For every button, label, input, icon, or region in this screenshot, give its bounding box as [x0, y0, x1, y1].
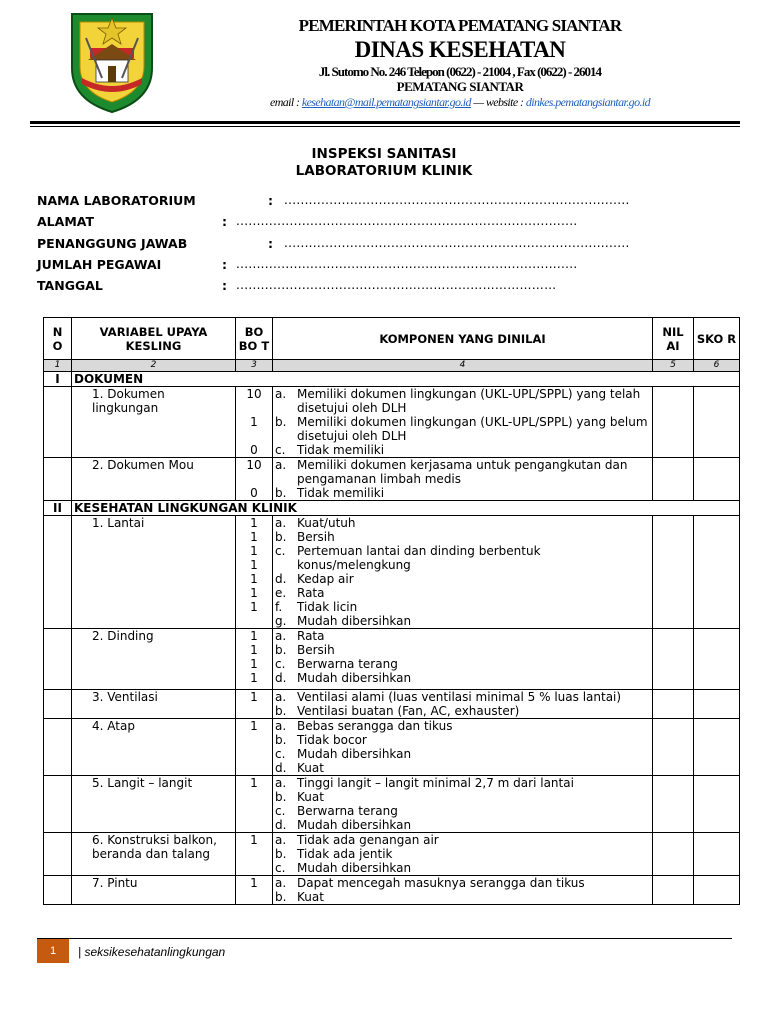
row-number-cell — [44, 690, 72, 719]
score-input-cell[interactable] — [694, 719, 740, 776]
contact-line — [180, 95, 740, 110]
component-cell — [273, 690, 653, 719]
page-number-badge: 1 — [37, 939, 69, 963]
table-row — [44, 776, 740, 833]
city-emblem-logo — [66, 8, 158, 116]
component-text: Tidak licin — [297, 600, 358, 614]
component-text: Mudah dibersihkan — [297, 614, 412, 628]
component-item — [275, 600, 650, 614]
component-text: Mudah dibersihkan — [297, 747, 412, 761]
component-text: Tidak memiliki — [297, 486, 385, 500]
component-item — [275, 804, 650, 818]
component-cell — [273, 629, 653, 690]
component-item — [275, 733, 650, 747]
component-marker: a. — [275, 833, 287, 847]
component-item — [275, 690, 650, 704]
score-input-cell[interactable] — [694, 776, 740, 833]
score-input-cell[interactable] — [694, 458, 740, 501]
field-colon: : — [268, 193, 273, 208]
component-marker: a. — [275, 458, 287, 472]
component-text: Bersih — [297, 530, 335, 544]
value-input-cell[interactable] — [653, 458, 694, 501]
column-index: 1 — [44, 360, 72, 372]
weight-cell — [236, 458, 273, 501]
component-marker: c. — [275, 443, 286, 457]
field-colon: : — [222, 278, 227, 293]
component-text: Kedap air — [297, 572, 354, 586]
component-marker: b. — [275, 530, 287, 544]
component-text: Tidak bocor — [297, 733, 367, 747]
weight-value: 1 — [250, 586, 258, 600]
component-marker: c. — [275, 747, 286, 761]
value-input-cell[interactable] — [653, 516, 694, 629]
component-item — [275, 530, 650, 544]
component-item — [275, 586, 650, 600]
value-input-cell[interactable] — [653, 876, 694, 905]
weight-value: 1 — [250, 671, 258, 685]
component-text: Mudah dibersihkan — [297, 671, 412, 685]
component-text: Kuat — [297, 890, 324, 904]
department-name: DINAS KESEHATAN — [354, 37, 566, 62]
component-text: Tidak memiliki — [297, 443, 385, 457]
column-index: 2 — [72, 360, 236, 372]
value-input-cell[interactable] — [653, 719, 694, 776]
weight-cell — [236, 690, 273, 719]
component-item — [275, 443, 650, 457]
component-marker: a. — [275, 690, 287, 704]
component-text: Rata — [297, 629, 325, 643]
component-marker: c. — [275, 657, 286, 671]
row-number-cell — [44, 776, 72, 833]
component-text: Rata — [297, 586, 325, 600]
component-item — [275, 861, 650, 875]
value-input-cell[interactable] — [653, 690, 694, 719]
value-input-cell[interactable] — [653, 387, 694, 458]
weight-cell — [236, 629, 273, 690]
weight-value: 1 — [250, 776, 258, 790]
score-input-cell[interactable] — [694, 690, 740, 719]
field-label-address: ALAMAT — [37, 214, 94, 229]
weight-value: 1 — [250, 516, 258, 530]
component-marker: b. — [275, 790, 287, 804]
field-label-employees: JUMLAH PEGAWAI — [37, 257, 162, 272]
field-label-lab-name: NAMA LABORATORIUM — [37, 193, 196, 208]
component-marker: d. — [275, 572, 287, 586]
weight-value: 1 — [250, 719, 258, 733]
component-text: Berwarna terang — [297, 657, 398, 671]
weight-value: 0 — [250, 486, 258, 500]
footer-text: | seksikesehatanlingkungan — [78, 945, 226, 959]
component-cell — [273, 387, 653, 458]
weight-value: 1 — [250, 600, 258, 614]
weight-value: 1 — [250, 415, 258, 429]
variable-label: 1. Dokumen lingkungan — [72, 387, 236, 458]
field-blank-address[interactable]: ................................................................................... — [236, 214, 578, 228]
header-score: SKO R — [694, 318, 740, 360]
variable-label: 3. Ventilasi — [72, 690, 236, 719]
column-index: 6 — [694, 360, 740, 372]
component-text: Tinggi langit – langit minimal 2,7 m dari lantai — [297, 776, 574, 790]
component-marker: b. — [275, 733, 287, 747]
table-row — [44, 387, 740, 458]
component-marker: g. — [275, 614, 287, 628]
header-rule-thin — [30, 126, 740, 127]
weight-cell — [236, 516, 273, 629]
component-item — [275, 776, 650, 790]
section-title: KESEHATAN LINGKUNGAN KLINIK — [72, 501, 740, 516]
section-number: II — [44, 501, 72, 516]
component-marker: b. — [275, 847, 287, 861]
weight-value: 0 — [250, 443, 258, 457]
field-colon: : — [222, 257, 227, 272]
email-link[interactable]: kesehatan@mail.pematangsiantar.go.id — [301, 95, 471, 109]
variable-label: 7. Pintu — [72, 876, 236, 905]
variable-label: 4. Atap — [72, 719, 236, 776]
value-input-cell[interactable] — [653, 776, 694, 833]
column-index-row — [44, 360, 740, 372]
office-address: Jl. Sutomo No. 246 Telepon (0622) - 21004 , Fax (0622) - 26014 — [318, 64, 602, 79]
component-text: Mudah dibersihkan — [297, 861, 412, 875]
row-number-cell — [44, 719, 72, 776]
table-row — [44, 876, 740, 905]
component-cell — [273, 776, 653, 833]
component-marker: b. — [275, 486, 287, 500]
component-item — [275, 890, 650, 904]
component-marker: b. — [275, 643, 287, 657]
component-item — [275, 629, 650, 643]
component-item — [275, 544, 650, 572]
column-index: 4 — [273, 360, 653, 372]
weight-value: 1 — [250, 690, 258, 704]
component-text: Berwarna terang — [297, 804, 398, 818]
table-row — [44, 833, 740, 876]
row-number-cell — [44, 516, 72, 629]
component-marker: d. — [275, 818, 287, 832]
component-item — [275, 847, 650, 861]
component-cell — [273, 458, 653, 501]
component-marker: e. — [275, 586, 287, 600]
component-text: Pertemuan lantai dan dinding berbentuk konus/melengkung — [297, 544, 541, 572]
component-text: Memiliki dokumen kerjasama untuk pengangkutan dan pengamanan limbah medis — [297, 458, 628, 486]
weight-value: 1 — [250, 544, 258, 558]
field-label-date: TANGGAL — [37, 278, 103, 293]
header-variable: VARIABEL UPAYA KESLING — [72, 318, 236, 360]
row-number-cell — [44, 387, 72, 458]
table-row — [44, 719, 740, 776]
variable-label: 1. Lantai — [72, 516, 236, 629]
table-row — [44, 690, 740, 719]
component-text: Memiliki dokumen lingkungan (UKL-UPL/SPPL) yang telah disetujui oleh DLH — [297, 387, 641, 415]
component-text: Tidak ada genangan air — [297, 833, 439, 847]
score-input-cell[interactable] — [694, 629, 740, 690]
score-input-cell[interactable] — [694, 387, 740, 458]
website-link[interactable]: dinkes.pematangsiantar.go.id — [525, 95, 651, 109]
component-item — [275, 516, 650, 530]
field-colon: : — [268, 236, 273, 251]
row-number-cell — [44, 876, 72, 905]
component-text: Bersih — [297, 643, 335, 657]
component-item — [275, 671, 650, 685]
weight-value: 1 — [250, 558, 258, 572]
component-marker: c. — [275, 861, 286, 875]
component-item — [275, 876, 650, 890]
row-number-cell — [44, 458, 72, 501]
component-item — [275, 704, 650, 718]
table-row — [44, 458, 740, 501]
component-item — [275, 415, 650, 443]
component-text: Dapat mencegah masuknya serangga dan tikus — [297, 876, 585, 890]
component-marker: d. — [275, 761, 287, 775]
government-name: PEMERINTAH KOTA PEMATANG SIANTAR — [298, 16, 622, 35]
component-marker: b. — [275, 890, 287, 904]
value-input-cell[interactable] — [653, 629, 694, 690]
component-marker: a. — [275, 387, 287, 401]
weight-cell — [236, 719, 273, 776]
score-input-cell[interactable] — [694, 516, 740, 629]
weight-value: 1 — [250, 833, 258, 847]
component-item — [275, 572, 650, 586]
field-blank-lab-name[interactable]: .................................................................................... — [284, 193, 630, 207]
header-weight: BO BO T — [236, 318, 273, 360]
component-item — [275, 486, 650, 500]
component-item — [275, 747, 650, 761]
row-number-cell — [44, 833, 72, 876]
weight-cell — [236, 387, 273, 458]
component-item — [275, 818, 650, 832]
header-component: KOMPONEN YANG DINILAI — [273, 318, 653, 360]
section-number: I — [44, 372, 72, 387]
component-text: Ventilasi alami (luas ventilasi minimal 5 % luas lantai) — [297, 690, 622, 704]
component-marker: b. — [275, 415, 287, 429]
inspection-table — [43, 317, 740, 905]
weight-value: 1 — [250, 629, 258, 643]
weight-value: 1 — [250, 643, 258, 657]
component-marker: a. — [275, 876, 287, 890]
variable-label: 6. Konstruksi balkon, beranda dan talang — [72, 833, 236, 876]
email-label: email : — [269, 95, 300, 109]
field-blank-date[interactable]: ..........................................……………………………… — [236, 278, 557, 292]
header-rule-thick — [30, 121, 740, 124]
form-subtitle: LABORATORIUM KLINIK — [295, 163, 473, 179]
component-marker: a. — [275, 776, 287, 790]
score-input-cell[interactable] — [694, 876, 740, 905]
column-index: 3 — [236, 360, 273, 372]
weight-value: 1 — [250, 876, 258, 890]
component-cell — [273, 833, 653, 876]
field-blank-responsible[interactable]: .................................................................................... — [284, 236, 630, 250]
field-label-responsible: PENANGGUNG JAWAB — [37, 236, 188, 251]
weight-cell — [236, 833, 273, 876]
variable-label: 2. Dokumen Mou — [72, 458, 236, 501]
score-input-cell[interactable] — [694, 833, 740, 876]
component-item — [275, 643, 650, 657]
component-item — [275, 833, 650, 847]
component-item — [275, 458, 650, 486]
component-marker: c. — [275, 804, 286, 818]
component-item — [275, 657, 650, 671]
component-text: Mudah dibersihkan — [297, 818, 412, 832]
component-marker: d. — [275, 671, 287, 685]
variable-label: 2. Dinding — [72, 629, 236, 690]
component-text: Memiliki dokumen lingkungan (UKL-UPL/SPPL) yang belum disetujui oleh DLH — [297, 415, 648, 443]
header-no: N O — [44, 318, 72, 360]
component-text: Ventilasi buatan (Fan, AC, exhauster) — [297, 704, 520, 718]
field-blank-employees[interactable]: ................................................................................... — [236, 257, 578, 271]
component-text: Tidak ada jentik — [297, 847, 393, 861]
component-text: Bebas serangga dan tikus — [297, 719, 453, 733]
table-row — [44, 516, 740, 629]
section-row — [44, 501, 740, 516]
component-marker: b. — [275, 704, 287, 718]
component-item — [275, 387, 650, 415]
column-index: 5 — [653, 360, 694, 372]
value-input-cell[interactable] — [653, 833, 694, 876]
form-title: INSPEKSI SANITASI — [311, 146, 457, 162]
city-name: PEMATANG SIANTAR — [396, 79, 524, 94]
field-colon: : — [222, 214, 227, 229]
component-item — [275, 790, 650, 804]
component-marker: c. — [275, 544, 286, 558]
website-label: — website : — [473, 95, 524, 109]
component-item — [275, 719, 650, 733]
component-marker: a. — [275, 719, 287, 733]
variable-label: 5. Langit – langit — [72, 776, 236, 833]
component-text: Kuat/utuh — [297, 516, 356, 530]
component-cell — [273, 719, 653, 776]
weight-value: 10 — [246, 387, 262, 401]
component-item — [275, 761, 650, 775]
component-item — [275, 614, 650, 628]
component-marker: a. — [275, 516, 287, 530]
row-number-cell — [44, 629, 72, 690]
component-text: Kuat — [297, 761, 324, 775]
header-value: NIL AI — [653, 318, 694, 360]
section-title: DOKUMEN — [72, 372, 740, 387]
weight-value: 1 — [250, 530, 258, 544]
weight-value: 1 — [250, 572, 258, 586]
component-cell — [273, 876, 653, 905]
table-row — [44, 629, 740, 690]
component-marker: a. — [275, 629, 287, 643]
weight-value: 1 — [250, 657, 258, 671]
component-marker: f. — [275, 600, 283, 614]
component-text: Kuat — [297, 790, 324, 804]
section-row — [44, 372, 740, 387]
weight-cell — [236, 876, 273, 905]
weight-cell — [236, 776, 273, 833]
footer-rule — [37, 938, 732, 939]
weight-value: 10 — [246, 458, 262, 472]
component-cell — [273, 516, 653, 629]
